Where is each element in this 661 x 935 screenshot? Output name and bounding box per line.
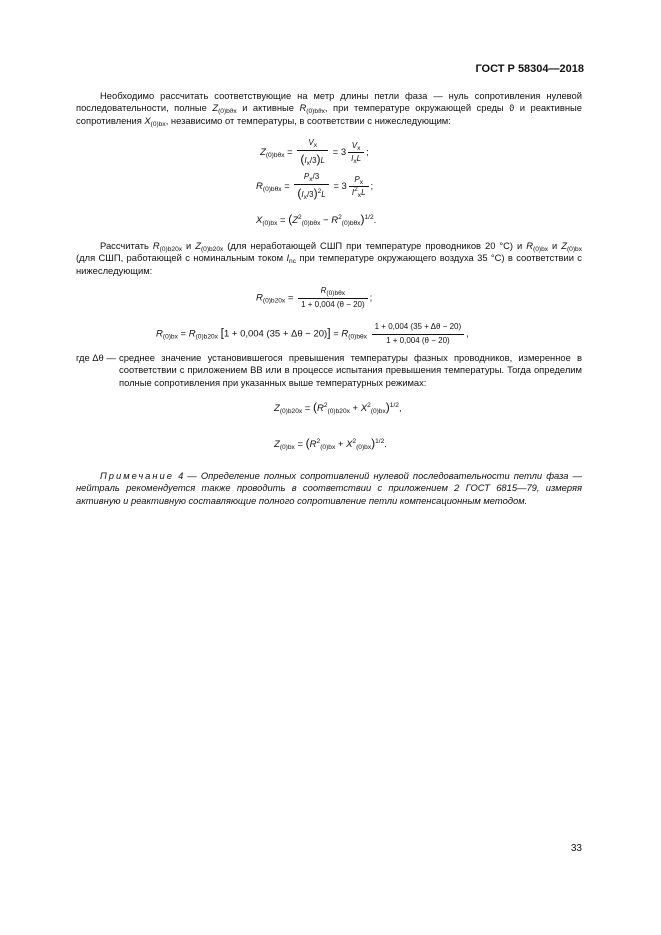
definition-text: среднее значение установившегося превышения температуры фазных проводников, измеренное в соответствии с приложением ВВ или в процессе испытания превышения температуры. Тогда определим полные сопротивления при указанных выше температурных режимах: (119, 352, 582, 388)
text-run: и (548, 240, 562, 251)
text-run: Рассчитать (100, 240, 153, 251)
text-run: , независимо от температуры, в соответствии с нижеследующим: (165, 114, 451, 126)
formula-z0btheta: $Z_{(0)b\theta x}$ = $\frac{V_x}{(I_x/3)L}$ = 3 $\frac{V_x}{I_xL}$ ; (260, 138, 369, 167)
definition-dtheta (76, 352, 582, 389)
text-run: (для СШП, работающей с номинальным током (76, 252, 287, 264)
note-number: 4 (178, 470, 184, 481)
note-lead: Примечание (100, 470, 174, 481)
text-run: и активные (236, 102, 300, 114)
formula-r0bx: $R_{(0)bx} = R_{(0)b20x}$ [1 + 0,004 $(35 + \Delta\theta - 20)] = R_{(0)b\theta x}$ $\frac{1 + 0,004 (35 + \Delta\theta - 20)}{1 + 0,004 (\theta - 20)}$ , (156, 322, 469, 345)
document-header: ГОСТ Р 58304—2018 (475, 63, 584, 75)
paragraph-intro: Необходимо рассчитать соответствующие на метр длины петли фаза — нуль сопротивления нулевой последовательности, полные $Z_{(0)bϑx}$ и активные $R_{(0)bϑx}$, при температуре окружающей среды ϑ и реактивные сопротивления $X_{(0)bx}$, независимо от температуры, в соответствии с нижеследующим: (76, 90, 582, 128)
formula-x0bx: $X_{(0)bx} = (Z^2_{(0)b\theta x} - R^2_{(0)b\theta x})^{1/2}$. (256, 212, 377, 227)
formula-r0btheta: $R_{(0)b\theta x}$ = $\frac{P_x/3}{(I_x/3)^2L}$ = 3 $\frac{P_x}{I^2_xL}$ ; (256, 172, 374, 201)
text-run: при температуре окружающего воздуха 35 °C) в соответствии с нижеследующим: (76, 252, 582, 276)
text-run: Необходимо рассчитать соответствующие на метр длины петли фаза — нуль сопротивления нулевой последовательности, полные (76, 90, 582, 114)
text-run: (для неработающей СШП при температуре проводников 20 °C) и (223, 240, 527, 251)
note-4 (76, 470, 582, 507)
note-text: — Определение полных сопротивлений нулевой последовательности петли фаза — нейтраль рекомендуется также проводить в соответствии с приложением 2 ГОСТ 6815—79, измеряя активную и реактивную составляющие полного сопротивление петли компенсационным методом. (76, 470, 582, 506)
text-run: и (182, 240, 196, 251)
text-run: , при температуре окружающей среды ϑ и реактивные сопротивления (76, 102, 582, 126)
formula-z0bx: $Z_{(0)bx} = (R^2_{(0)bx} + X^2_{(0)bx})^{1/2}$. (274, 436, 387, 451)
formula-z0b20x: $Z_{(0)b20x} = (R^2_{(0)b20x} + X^2_{(0)bx})^{1/2}$, (274, 400, 402, 415)
paragraph-calc: Рассчитать $R_{(0)b20x}$ и $Z_{(0)b20x}$ (для неработающей СШП при температуре проводников 20 °C) и $R_{(0)bx}$ и $Z_{(0)bx}$ (для СШП, работающей с номинальным током $I_{nc}$ при температуре окружающего воздуха 35 °C) в соответствии с нижеследующим: (76, 240, 582, 276)
formula-r0b20x: $R_{(0)b20x}$ = $\frac{R_{(0)b\theta x}}{1 + 0,004 (\theta - 20)}$ ; (256, 286, 373, 309)
page-number: 33 (570, 843, 582, 854)
definition-label: где Δθ — (76, 352, 116, 363)
